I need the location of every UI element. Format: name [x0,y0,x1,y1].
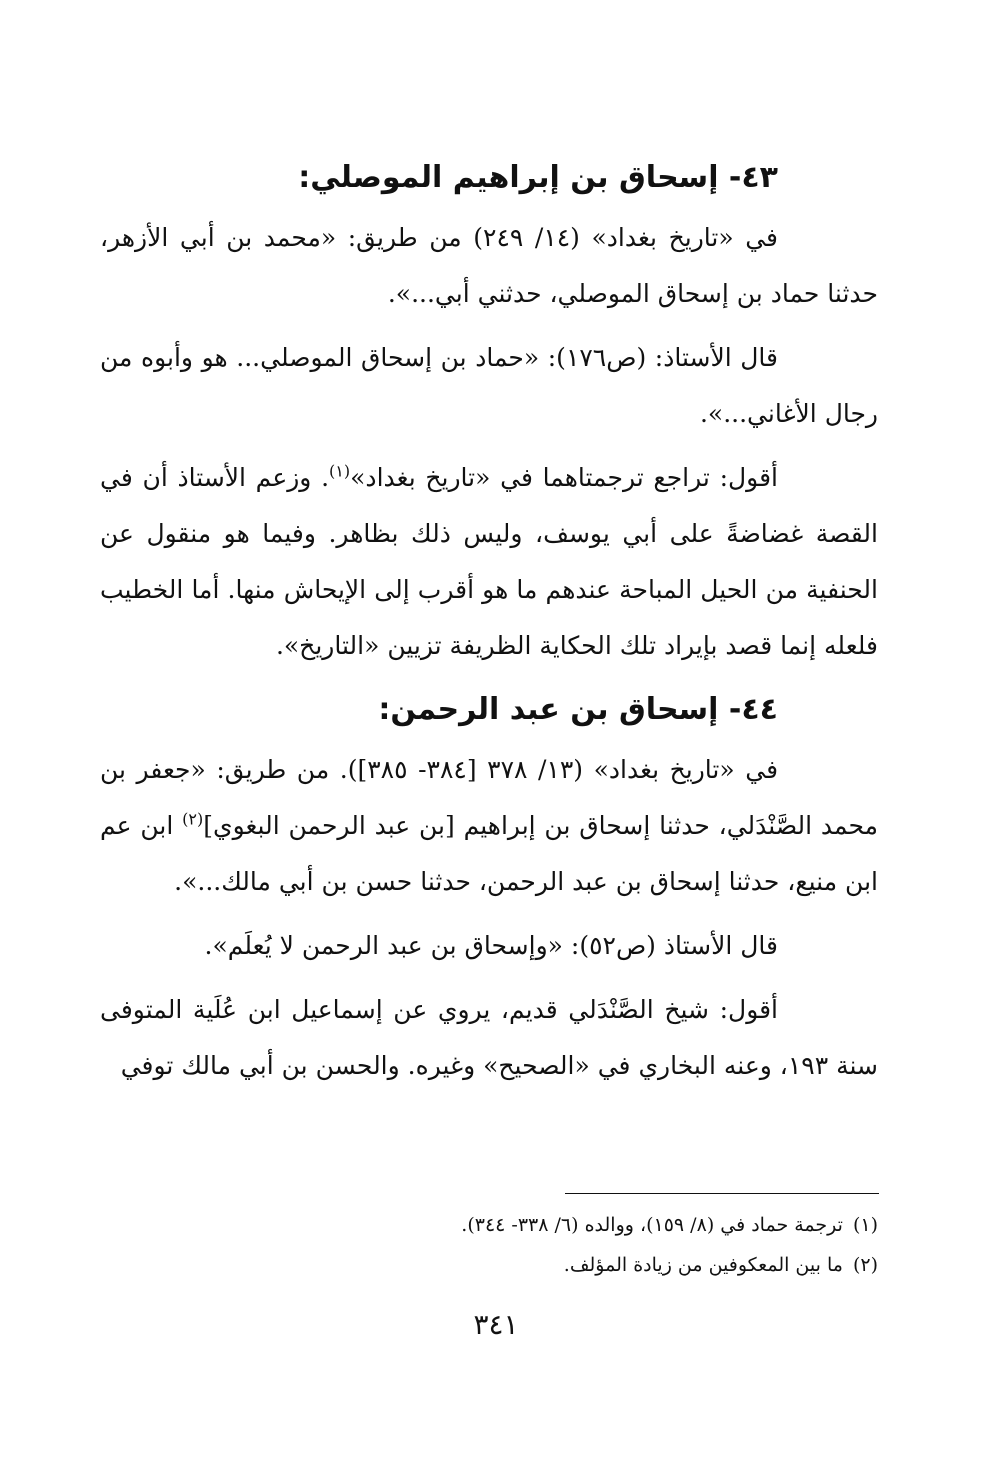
footnote-1-number: (١) [852,1214,878,1236]
paragraph-43-ustadh-quote: قال الأستاذ: (ص١٧٦): «حماد بن إسحاق الموصلي... هو وأبوه من رجال الأغاني...». [100,343,878,428]
footnotes [100,1205,878,1285]
footnote-ref-1[interactable]: (١) [329,461,351,481]
paragraph-43-reply-tail: . وزعم الأستاذ أن في [100,463,330,492]
page-body [100,150,878,1102]
paragraph-43-reply-start: أقول: تراجع ترجمتاهما في «تاريخ بغداد» [350,463,778,492]
paragraph-44-reply: أقول: شيخ الصَّنْدَلي قديم، يروي عن إسماعيل ابن عُلَية المتوفى سنة ١٩٣، وعنه البخاري في «الصحيح» وغيره. والحسن بن أبي مالك توفي [100,995,878,1080]
paragraph-43-reply [100,450,878,674]
paragraph-44-source-tail: ابن عم ابن منيع، حدثنا إسحاق بن عبد الرحمن، حدثنا حسن بن أبي مالك...». [100,811,878,896]
paragraph-44-source [100,742,878,910]
footnote-2-text: ما بين المعكوفين من زيادة المؤلف. [563,1254,843,1276]
section-heading-43: ٤٣- إسحاق بن إبراهيم الموصلي: [298,160,778,195]
footnote-2-number: (٢) [852,1254,878,1276]
footnote-1-text: ترجمة حماد في (٨/ ١٥٩)، ووالده (٦/ ٣٣٨- ٣٤٤). [461,1214,843,1236]
section-heading-44: ٤٤- إسحاق بن عبد الرحمن: [378,692,778,727]
page-number: ٣٤١ [473,1308,519,1341]
paragraph-43-reply-continued: القصة غضاضةً على أبي يوسف، وليس ذلك بظاهر. وفيما هو منقول عن الحنفية من الحيل المباحة عندهم ما هو أقرب إلى الإيحاش منها. أما الخطيب فلعله إنما قصد بإيراد تلك الحكاية الظريفة تزيين «التاريخ». [100,519,878,660]
paragraph-44-ustadh-quote: قال الأستاذ (ص٥٢): «وإسحاق بن عبد الرحمن لا يُعلَم». [204,931,778,960]
paragraph-43-source: في «تاريخ بغداد» (١٤/ ٢٤٩) من طريق: «محمد بن أبي الأزهر، حدثنا حماد بن إسحاق الموصلي، حدثني أبي...». [100,223,878,308]
footnote-ref-2[interactable]: (٢) [182,809,204,829]
footnote-2 [100,1245,878,1285]
footnote-divider [565,1193,879,1194]
footnote-1 [100,1205,878,1245]
paragraph-44-source-start: في «تاريخ بغداد» (١٣/ ٣٧٨ [٣٨٤- ٣٨٥]). من طريق: «جعفر بن محمد الصَّنْدَلي، حدثنا إسحاق بن إبراهيم [بن عبد الرحمن البغوي] [100,755,878,840]
